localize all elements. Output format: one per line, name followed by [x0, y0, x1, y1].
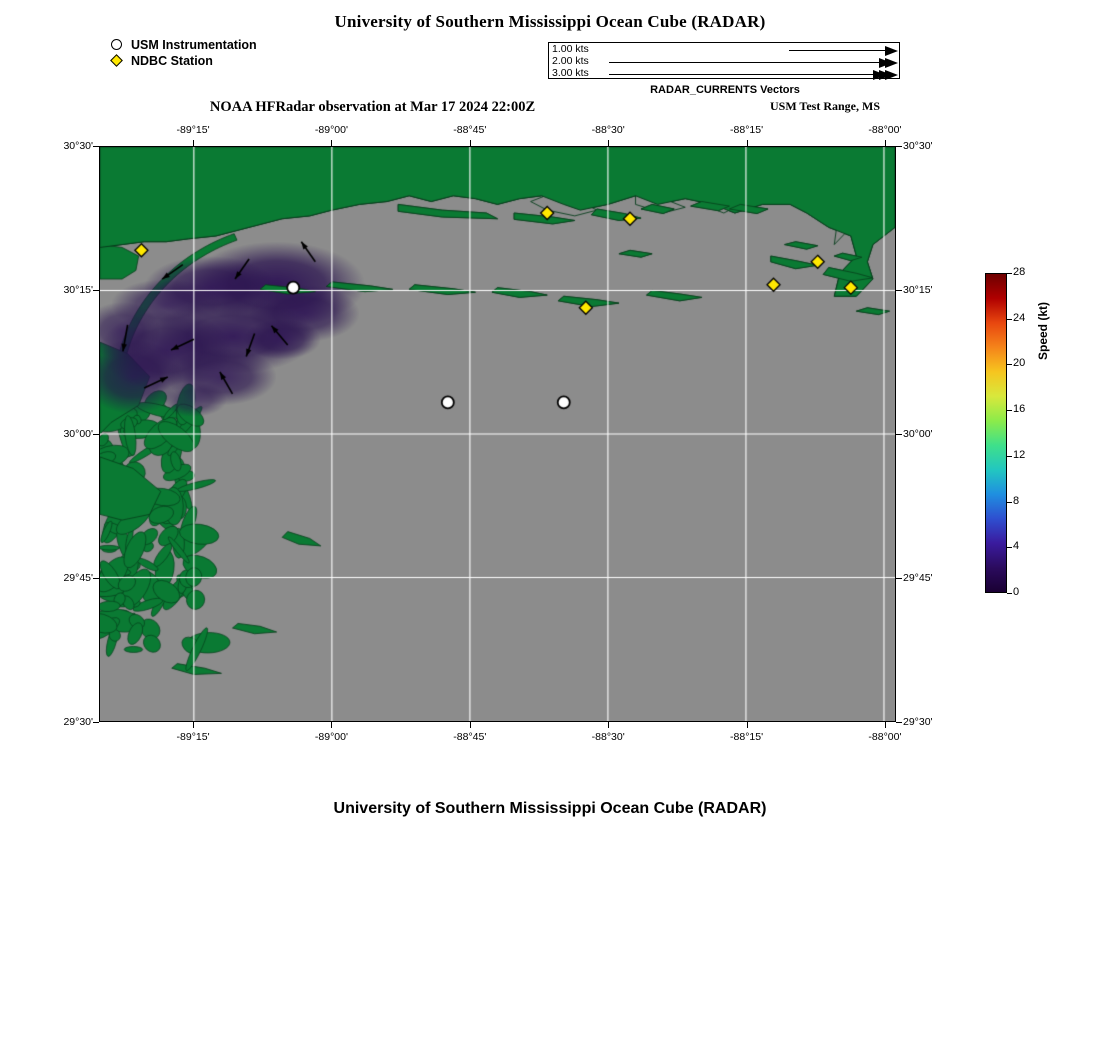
legend-label-ndbc: NDBC Station [131, 54, 213, 68]
lon-tick-label: -88°30' [591, 731, 625, 743]
lon-tick-label: -88°45' [453, 124, 487, 136]
vector-scale-key [548, 42, 900, 79]
colorbar-tickmark [1007, 273, 1012, 274]
lat-tickmark [896, 578, 902, 579]
lat-tickmark [93, 290, 99, 291]
lon-tick-label: -88°15' [730, 124, 764, 136]
vector-key-row-2 [549, 56, 901, 68]
lat-tickmark [93, 434, 99, 435]
diamond-marker-icon [110, 54, 126, 69]
lat-tick-label: 30°00' [63, 428, 93, 440]
lon-tick-label: -88°00' [868, 731, 902, 743]
lat-tickmark [896, 146, 902, 147]
colorbar-tickmark [1007, 319, 1012, 320]
lon-tick-label: -89°15' [176, 731, 210, 743]
colorbar-tick-8: 8 [1013, 494, 1020, 507]
lon-tick-label: -88°15' [730, 731, 764, 743]
legend-item-ndbc-station [110, 54, 257, 69]
lon-tickmark [470, 140, 471, 146]
lat-tick-label: 29°45' [63, 572, 93, 584]
vector-key-caption: RADAR_CURRENTS Vectors [650, 84, 800, 96]
colorbar-gradient [986, 274, 1006, 592]
lat-tickmark [896, 722, 902, 723]
lon-tickmark [470, 722, 471, 728]
lon-tickmark [747, 140, 748, 146]
lon-tick-label: -88°00' [868, 124, 902, 136]
lat-tickmark [896, 434, 902, 435]
colorbar-tickmark [1007, 593, 1012, 594]
colorbar [985, 273, 1007, 593]
lat-tick-label: 29°30' [63, 716, 93, 728]
lon-tick-label: -89°00' [314, 124, 348, 136]
colorbar-tickmark [1007, 364, 1012, 365]
map-plot-area[interactable] [99, 146, 896, 722]
lon-tickmark [885, 140, 886, 146]
lat-tickmark [93, 146, 99, 147]
lat-tick-label: 30°15' [903, 284, 933, 296]
lon-tickmark [331, 722, 332, 728]
colorbar-tick-24: 24 [1013, 311, 1026, 324]
footer-title: University of Southern Mississippi Ocean Cube (RADAR) [333, 800, 767, 817]
vector-key-row-3 [549, 68, 901, 80]
legend-label-usm: USM Instrumentation [131, 38, 257, 52]
colorbar-tick-28: 28 [1013, 266, 1026, 278]
lat-tick-label: 30°00' [903, 428, 933, 440]
lon-tick-label: -89°15' [176, 124, 210, 136]
lat-tickmark [93, 578, 99, 579]
colorbar-tickmark [1007, 456, 1012, 457]
map-legend [110, 38, 257, 70]
vector-key-label-2: 2.00 kts [552, 55, 589, 67]
lat-tick-label: 30°15' [63, 284, 93, 296]
lon-tickmark [747, 722, 748, 728]
lon-tickmark [193, 140, 194, 146]
lon-tick-label: -88°45' [453, 731, 487, 743]
colorbar-tick-16: 16 [1013, 403, 1026, 416]
colorbar-tickmark [1007, 502, 1012, 503]
vector-key-label-1: 1.00 kts [552, 43, 589, 55]
lon-tickmark [331, 140, 332, 146]
vector-key-row-1 [549, 44, 901, 56]
vector-key-label-3: 3.00 kts [552, 67, 589, 79]
lon-tickmark [608, 140, 609, 146]
page-title: University of Southern Mississippi Ocean Cube (RADAR) [334, 12, 766, 31]
circle-marker-icon [110, 38, 126, 53]
colorbar-title: Speed (kt) [1036, 301, 1050, 360]
legend-item-usm-instrumentation [110, 38, 257, 53]
lat-tick-label: 29°30' [903, 716, 933, 728]
lon-tick-label: -88°30' [591, 124, 625, 136]
lon-tickmark [608, 722, 609, 728]
lat-tickmark [896, 290, 902, 291]
lon-tick-label: -89°00' [314, 731, 348, 743]
range-title: USM Test Range, MS [769, 99, 880, 113]
colorbar-tick-4: 4 [1013, 540, 1020, 553]
lat-tick-label: 29°45' [903, 572, 933, 584]
lon-tickmark [885, 722, 886, 728]
colorbar-tickmark [1007, 547, 1012, 548]
map-canvas[interactable] [100, 147, 895, 721]
lon-tickmark [193, 722, 194, 728]
lat-tick-label: 30°30' [903, 140, 933, 152]
observation-title: NOAA HFRadar observation at Mar 17 2024 22:00Z [209, 99, 536, 115]
colorbar-tick-20: 20 [1013, 357, 1026, 370]
colorbar-tickmark [1007, 410, 1012, 411]
colorbar-tick-12: 12 [1013, 448, 1026, 461]
colorbar-tick-0: 0 [1013, 586, 1020, 598]
lat-tick-label: 30°30' [63, 140, 93, 152]
lat-tickmark [93, 722, 99, 723]
